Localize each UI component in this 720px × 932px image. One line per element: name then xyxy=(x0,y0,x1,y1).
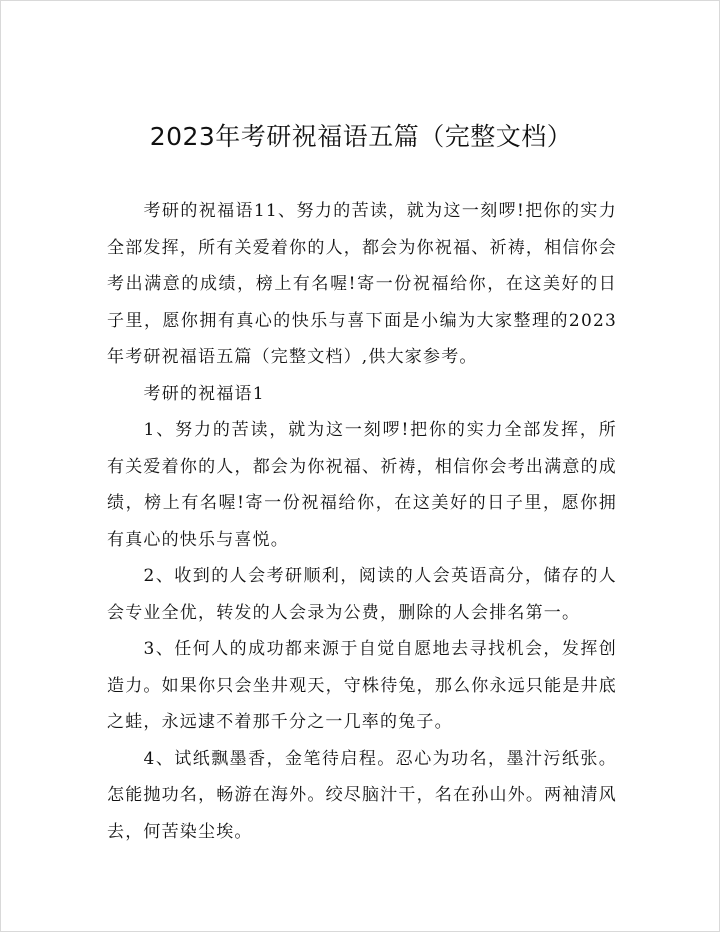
section-heading: 考研的祝福语1 xyxy=(143,383,265,404)
wish-paragraph-1: 1、努力的苦读，就为这一刻啰!把你的实力全部发挥，所有关爱着你的人，都会为你祝福、祈祷，相信你会考出满意的成绩，榜上有名喔!寄一份祝福给你，在这美好的日子里，愿你拥有真心的快乐与喜悦。 xyxy=(107,420,617,550)
wish-paragraph-4: 4、试纸飘墨香，金笔待启程。忍心为功名，墨汁污纸张。怎能抛功名，畅游在海外。绞尽脑汁干，名在孙山外。两袖清风去，何苦染尘埃。 xyxy=(107,748,617,842)
document-title: 2023年考研祝福语五篇（完整文档） xyxy=(149,122,573,151)
wish-paragraph-3: 3、任何人的成功都来源于自觉自愿地去寻找机会，发挥创造力。如果你只会坐井观天，守株待兔，那么你永远只能是井底之蛙，永远逮不着那千分之一几率的兔子。 xyxy=(107,639,617,732)
intro-paragraph: 考研的祝福语11、努力的苦读，就为这一刻啰!把你的实力全部发挥，所有关爱着你的人，都会为你祝福、祈祷，相信你会考出满意的成绩，榜上有名喔!寄一份祝福给你，在这美好的日子里，愿你拥有真心的快乐与喜下面是小编为大家整理的2023年考研祝福语五篇（完整文档）,供大家参考。 xyxy=(107,201,617,367)
document-body xyxy=(107,193,617,850)
wish-paragraph-2: 2、收到的人会考研顺利，阅读的人会英语高分，储存的人会专业全优，转发的人会录为公费，删除的人会排名第一。 xyxy=(107,566,617,623)
